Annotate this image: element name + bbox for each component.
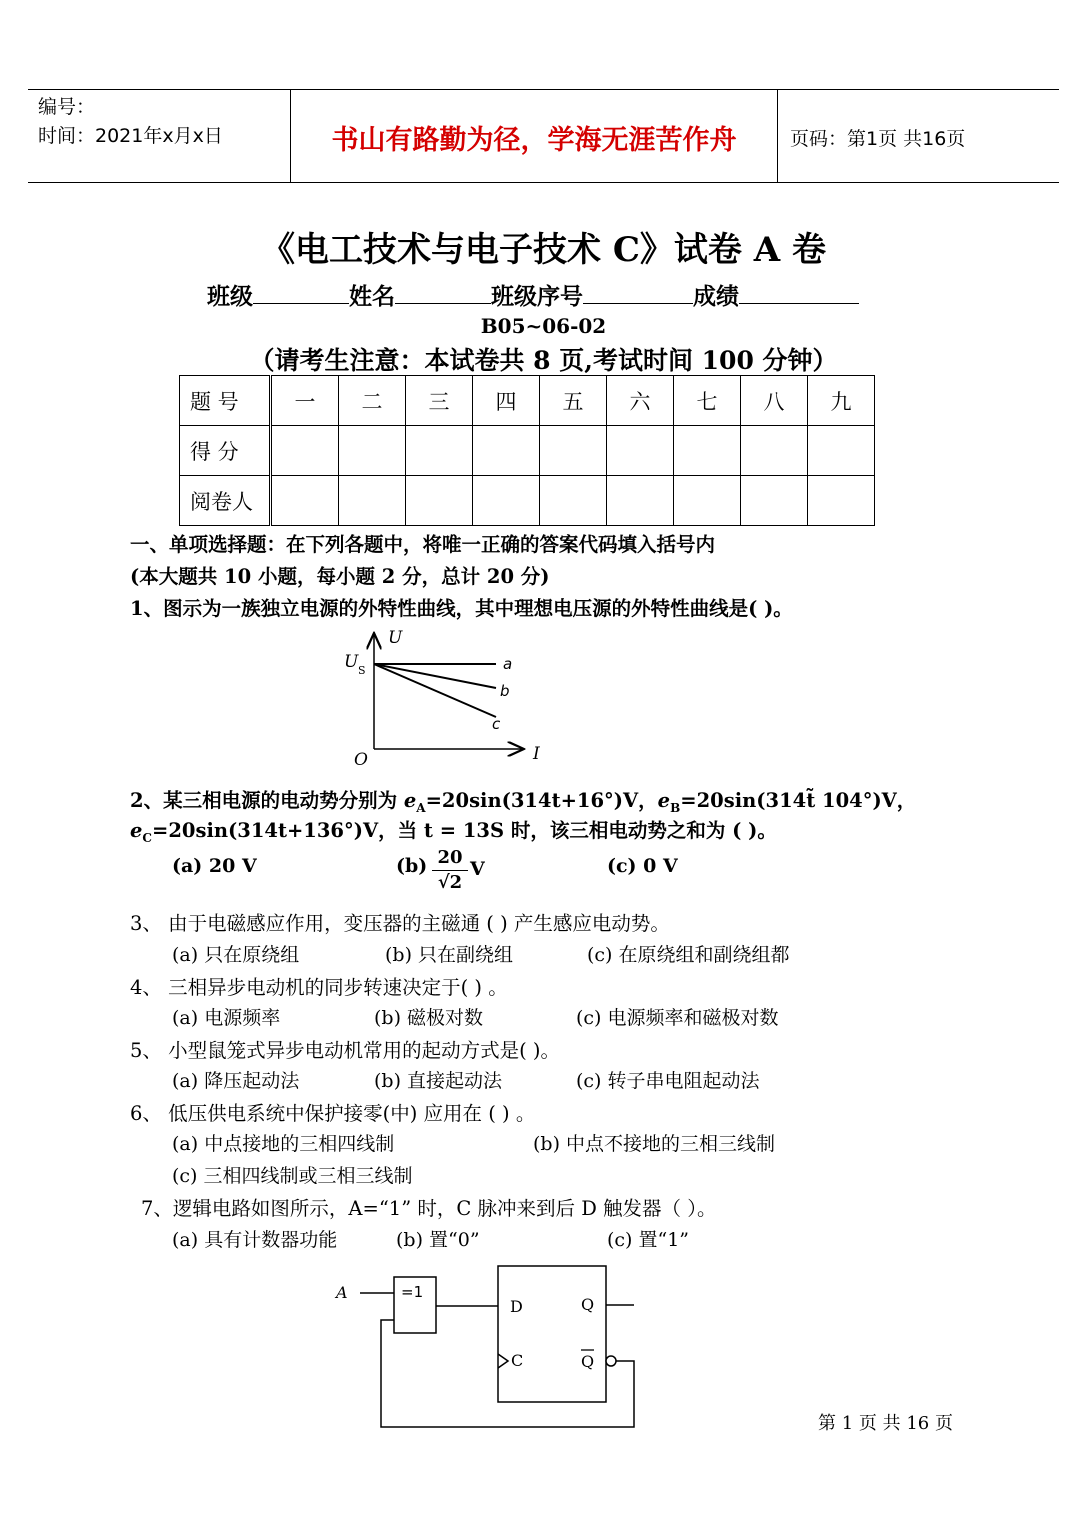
grader-cell[interactable] — [540, 476, 607, 526]
q3-option-a: (a) 只在原绕组 — [172, 944, 300, 966]
class-blank[interactable] — [253, 279, 349, 304]
score-row — [180, 426, 875, 476]
x-axis-label: I — [533, 744, 540, 764]
q6-option-b: (b) 中点不接地的三相三线制 — [533, 1133, 776, 1155]
grader-cell[interactable] — [339, 476, 406, 526]
voltage-source-graph — [330, 625, 550, 770]
page-footer: 第 1 页 共 16 页 — [818, 1413, 953, 1434]
score-cell[interactable] — [339, 426, 406, 476]
clock-marker — [498, 1354, 508, 1368]
header-page-info: 页码：第1页 共16页 — [790, 128, 966, 150]
exam-title: 《电工技术与电子技术 C》试卷 A 卷 — [261, 230, 826, 270]
input-a-label: A — [336, 1283, 348, 1302]
eb-subscript: B — [670, 800, 681, 815]
section-heading: 一、单项选择题：在下列各题中，将唯一正确的答案代码填入括号内 — [130, 533, 716, 556]
q6-option-c: (c) 三相四线制或三相三线制 — [172, 1165, 413, 1187]
column-header: 八 — [741, 376, 808, 426]
column-header: 四 — [473, 376, 540, 426]
d-flip-flop — [498, 1266, 606, 1402]
q7-option-c: (c) 置“1” — [607, 1229, 690, 1251]
score-cell[interactable] — [607, 426, 674, 476]
q4-option-c: (c) 电源频率和磁极对数 — [576, 1007, 779, 1029]
fraction-denominator: √2 — [437, 872, 463, 893]
us-label: U — [344, 652, 359, 672]
info-name-label: 姓名 — [349, 283, 395, 310]
row-label: 阅卷人 — [180, 476, 271, 526]
column-header: 六 — [607, 376, 674, 426]
curve-c — [374, 664, 496, 717]
question-2-line2 — [130, 815, 777, 845]
time-label: 时间：2021年x月x日 — [38, 125, 223, 147]
student-info-line — [207, 278, 859, 311]
info-seq-label: 班级序号 — [491, 283, 583, 310]
ec-symbol: e — [130, 819, 143, 842]
q2-intro: 2、某三相电源的电动势分别为 — [130, 789, 404, 812]
score-row — [180, 376, 875, 426]
curve-a-label: a — [503, 655, 513, 673]
y-axis-label: U — [388, 628, 403, 648]
q4-option-a: (a) 电源频率 — [172, 1007, 281, 1029]
question-3: 3、 由于电磁感应作用，变压器的主磁通 ( ) 产生感应电动势。 — [130, 912, 670, 935]
curve-c-label: c — [492, 715, 501, 733]
grader-cell[interactable] — [406, 476, 473, 526]
section-note: (本大题共 10 小题，每小题 2 分，总计 20 分) — [130, 565, 550, 588]
grader-cell[interactable] — [808, 476, 875, 526]
row-label: 得 分 — [180, 426, 271, 476]
ea-expression: =20sin(314t+16°)V， — [425, 789, 658, 812]
ea-symbol: e — [403, 789, 417, 812]
grader-cell[interactable] — [473, 476, 540, 526]
q5-option-a: (a) 降压起动法 — [172, 1070, 300, 1092]
score-cell[interactable] — [674, 426, 741, 476]
grader-cell[interactable] — [271, 476, 339, 526]
info-class-label: 班级 — [207, 283, 253, 310]
grader-cell[interactable] — [607, 476, 674, 526]
grader-cell[interactable] — [674, 476, 741, 526]
qbar-bubble — [606, 1356, 616, 1366]
score-row — [180, 476, 875, 526]
row-label: 题 号 — [180, 376, 271, 426]
question-1: 1、图示为一族独立电源的外特性曲线，其中理想电压源的外特性曲线是( )。 — [130, 597, 793, 620]
header-bottom-rule — [28, 182, 1059, 183]
serial-label: 编号： — [38, 96, 96, 118]
q2-option-a: (a) 20 V — [172, 855, 257, 877]
header-motto: 书山有路勤为径，学海无涯苦作舟 — [331, 125, 737, 156]
qbar-output-label: Q — [581, 1352, 595, 1371]
us-subscript: S — [358, 664, 366, 677]
q2-option-b-unit: V — [470, 858, 485, 880]
header-top-rule — [28, 89, 1059, 90]
ec-subscript: C — [142, 830, 152, 845]
fraction-numerator: 20 — [432, 846, 468, 871]
name-blank[interactable] — [395, 279, 491, 304]
q7-option-a: (a) 具有计数器功能 — [172, 1229, 338, 1251]
d-input-label: D — [510, 1297, 523, 1316]
q5-option-c: (c) 转子串电阻起动法 — [576, 1070, 760, 1092]
question-6: 6、 低压供电系统中保护接零(中) 应用在 ( ) 。 — [130, 1102, 536, 1125]
eb-symbol: e — [657, 789, 671, 812]
column-header: 七 — [674, 376, 741, 426]
q2-option-b-fraction — [432, 846, 468, 895]
score-cell[interactable] — [540, 426, 607, 476]
column-header: 二 — [339, 376, 406, 426]
ea-subscript: A — [416, 800, 426, 815]
ec-expression: =20sin(314t+136°)V，当 t = 13S 时，该三相电动势之和为 ( )。 — [151, 819, 777, 842]
header-divider — [777, 89, 778, 182]
column-header: 三 — [406, 376, 473, 426]
score-table — [179, 375, 875, 526]
origin-label: O — [354, 750, 368, 770]
header-meta — [38, 93, 223, 151]
curve-b — [374, 664, 496, 688]
score-cell[interactable] — [271, 426, 339, 476]
seq-blank[interactable] — [583, 279, 693, 304]
q7-option-b: (b) 置“0” — [396, 1229, 480, 1251]
score-cell[interactable] — [741, 426, 808, 476]
q2-option-b-prefix: (b) — [396, 855, 428, 877]
q4-option-b: (b) 磁极对数 — [374, 1007, 484, 1029]
q6-option-a: (a) 中点接地的三相四线制 — [172, 1133, 395, 1155]
grader-cell[interactable] — [741, 476, 808, 526]
column-header: 五 — [540, 376, 607, 426]
score-cell[interactable] — [808, 426, 875, 476]
score-cell[interactable] — [406, 426, 473, 476]
score-blank[interactable] — [739, 279, 859, 304]
q3-option-c: (c) 在原绕组和副绕组都 — [587, 944, 790, 966]
curve-b-label: b — [500, 682, 510, 700]
logic-circuit-diagram — [330, 1260, 650, 1435]
q3-option-b: (b) 只在副绕组 — [385, 944, 514, 966]
exam-code: B05~06-02 — [480, 314, 607, 338]
question-5: 5、 小型鼠笼式异步电动机常用的起动方式是( )。 — [130, 1039, 561, 1062]
header-divider — [290, 89, 291, 182]
question-4: 4、 三相异步电动机的同步转速决定于( ) 。 — [130, 976, 508, 999]
eb-expression: =20sin(314t̃ 104°)V， — [680, 789, 917, 812]
q-output-label: Q — [581, 1295, 595, 1314]
feedback-wire — [381, 1320, 634, 1427]
q2-option-c: (c) 0 V — [607, 855, 678, 877]
xor-gate-label: =1 — [401, 1283, 424, 1301]
question-7: 7、逻辑电路如图所示，A=“1” 时，C 脉冲来到后 D 触发器（ ）。 — [141, 1197, 717, 1220]
score-cell[interactable] — [473, 426, 540, 476]
exam-notice: （请考生注意：本试卷共 8 页,考试时间 100 分钟） — [249, 346, 838, 375]
question-2-line1 — [130, 785, 916, 815]
q5-option-b: (b) 直接起动法 — [374, 1070, 503, 1092]
column-header: 一 — [271, 376, 339, 426]
clock-input-label: C — [511, 1351, 524, 1370]
column-header: 九 — [808, 376, 875, 426]
info-score-label: 成绩 — [693, 283, 739, 310]
